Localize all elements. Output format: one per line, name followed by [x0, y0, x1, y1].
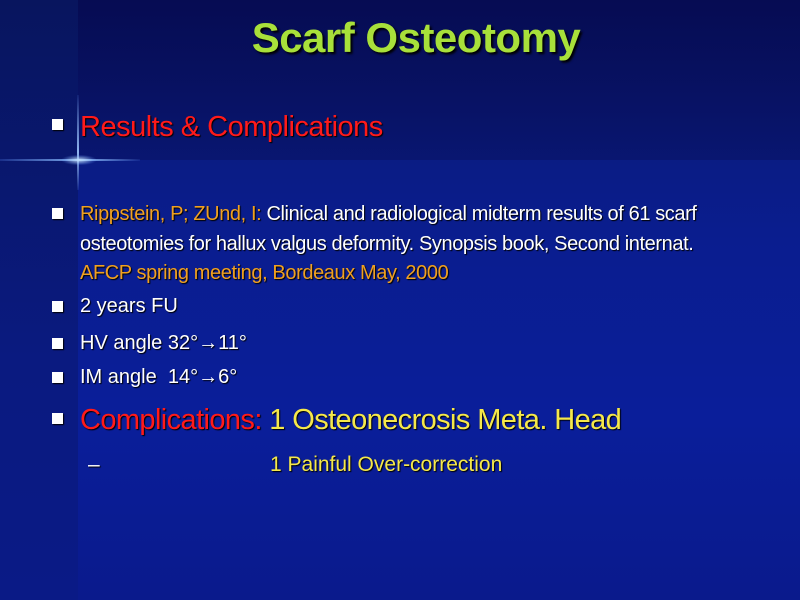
complications-label: Complications: [80, 404, 262, 436]
slide-title: Scarf Osteotomy [251, 14, 581, 61]
complication-osteonecrosis: 1 Osteonecrosis Meta. Head [261, 404, 622, 436]
bullet-square-icon [52, 119, 63, 130]
hv-angle-text: HV angle 32°→11° [80, 332, 247, 354]
bullet-square-icon [52, 372, 63, 383]
vertical-accent-line [77, 95, 79, 190]
citation-line-1 [80, 203, 697, 226]
followup-text: 2 years FU [80, 295, 178, 317]
citation-line-2: osteotomies for hallux valgus deformity. Synopsis book, Second internat. [80, 233, 694, 255]
im-angle-text: IM angle 14°→6° [80, 366, 238, 388]
bullet-square-icon [52, 301, 63, 312]
bullet-square-icon [52, 208, 63, 219]
sub-bullet-dash: – [88, 453, 100, 476]
left-band [0, 0, 78, 600]
complications-line [80, 404, 621, 437]
sparkle-accent [62, 155, 96, 165]
complication-overcorrection: 1 Painful Over-correction [270, 453, 503, 476]
results-heading: Results & Complications [80, 111, 383, 143]
citation-line-3: AFCP spring meeting, Bordeaux May, 2000 [80, 262, 449, 284]
citation-authors: Rippstein, P; ZUnd, I: [80, 203, 262, 225]
bullet-square-icon [52, 338, 63, 349]
bullet-square-icon [52, 413, 63, 424]
citation-text: Clinical and radiological midterm results of 61 scarf [261, 203, 697, 225]
